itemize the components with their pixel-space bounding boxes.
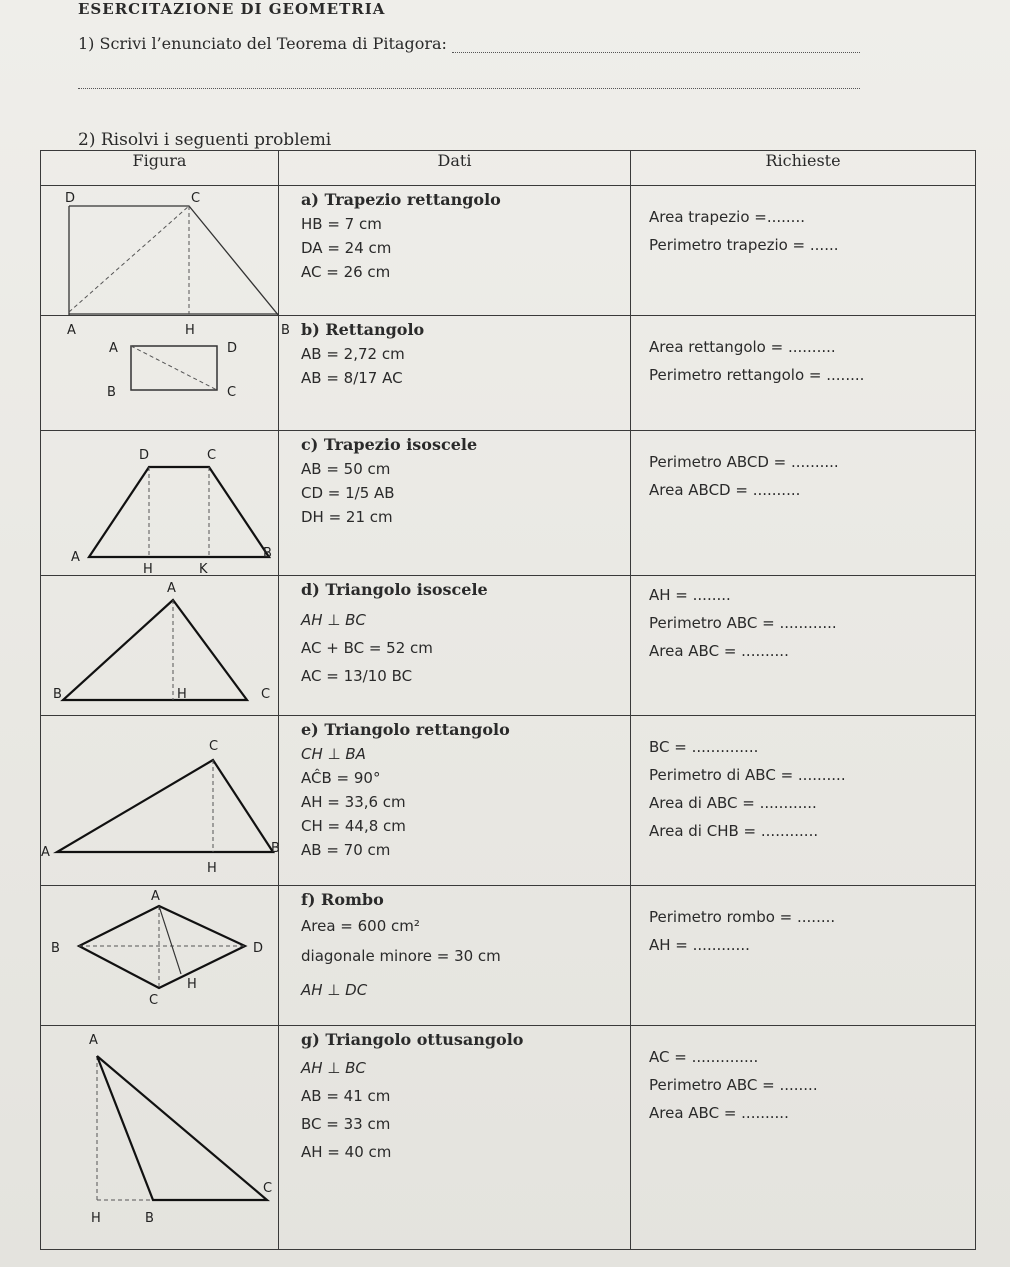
dati-cell bbox=[279, 186, 631, 316]
label-C: C bbox=[209, 739, 219, 754]
data-line: HB = 7 cm bbox=[301, 215, 382, 233]
label-H: H bbox=[185, 323, 195, 338]
label-C: C bbox=[261, 687, 271, 702]
richieste-cell bbox=[631, 1026, 976, 1250]
problem-title: c) Trapezio isoscele bbox=[301, 435, 478, 454]
problem-title: b) Rettangolo bbox=[301, 320, 425, 339]
column-header-dati: Dati bbox=[279, 151, 631, 186]
dati-cell bbox=[279, 886, 631, 1026]
label-C: C bbox=[149, 993, 159, 1008]
richieste-cell bbox=[631, 316, 976, 431]
label-A: A bbox=[67, 323, 76, 338]
label-D: D bbox=[139, 448, 150, 463]
figure-trapezio-isoscele bbox=[41, 431, 279, 576]
request-line: Perimetro trapezio = ...... bbox=[649, 236, 839, 254]
figure-cell bbox=[41, 431, 279, 576]
label-H: H bbox=[143, 562, 153, 577]
data-line: AB = 70 cm bbox=[301, 841, 391, 859]
label-K: K bbox=[199, 562, 208, 577]
problem-title: a) Trapezio rettangolo bbox=[301, 190, 501, 209]
label-B: B bbox=[51, 941, 60, 956]
request-line: Area di ABC = ............ bbox=[649, 794, 817, 812]
question-2: 2) Risolvi i seguenti problemi bbox=[78, 130, 332, 150]
figure-cell bbox=[41, 886, 279, 1026]
request-line: AC = .............. bbox=[649, 1048, 759, 1066]
label-C: C bbox=[227, 385, 237, 400]
label-B: B bbox=[107, 385, 116, 400]
data-line: CD = 1/5 AB bbox=[301, 484, 395, 502]
figure-cell bbox=[41, 1026, 279, 1250]
label-B: B bbox=[145, 1211, 154, 1226]
worksheet-title: ESERCITAZIONE DI GEOMETRIA bbox=[78, 0, 386, 18]
label-A: A bbox=[41, 845, 50, 860]
request-line: Area ABCD = .......... bbox=[649, 481, 801, 499]
label-H: H bbox=[177, 687, 187, 702]
data-line: AC = 26 cm bbox=[301, 263, 391, 281]
richieste-cell bbox=[631, 576, 976, 716]
label-D: D bbox=[253, 941, 264, 956]
label-B: B bbox=[263, 546, 272, 561]
figure-triangolo-isoscele bbox=[41, 576, 279, 716]
question-1: 1) Scrivi l’enunciato del Teorema di Pitagora: bbox=[78, 34, 447, 53]
request-line: Perimetro di ABC = .......... bbox=[649, 766, 846, 784]
answer-line-2 bbox=[78, 88, 860, 89]
figure-cell bbox=[41, 716, 279, 886]
dati-cell bbox=[279, 716, 631, 886]
request-line: Perimetro ABC = ............ bbox=[649, 614, 837, 632]
dati-cell bbox=[279, 576, 631, 716]
table-row bbox=[41, 431, 976, 576]
data-line: AH ⊥ BC bbox=[301, 1059, 366, 1077]
problem-title: f) Rombo bbox=[301, 890, 384, 909]
dati-cell bbox=[279, 316, 631, 431]
request-line: Perimetro rettangolo = ........ bbox=[649, 366, 865, 384]
request-line: AH = ........ bbox=[649, 586, 731, 604]
column-header-figura: Figura bbox=[41, 151, 279, 186]
data-line: AC = 13/10 BC bbox=[301, 667, 413, 685]
data-line: AH = 40 cm bbox=[301, 1143, 392, 1161]
label-B: B bbox=[281, 323, 290, 338]
data-line: AB = 50 cm bbox=[301, 460, 391, 478]
label-A: A bbox=[109, 341, 118, 356]
request-line: Area di CHB = ............ bbox=[649, 822, 819, 840]
request-line: Area ABC = .......... bbox=[649, 1104, 789, 1122]
richieste-cell bbox=[631, 716, 976, 886]
figure-cell bbox=[41, 576, 279, 716]
label-A: A bbox=[89, 1033, 98, 1048]
figure-triangolo-rettangolo bbox=[41, 716, 279, 886]
data-line: diagonale minore = 30 cm bbox=[301, 947, 501, 965]
problem-title: g) Triangolo ottusangolo bbox=[301, 1030, 524, 1049]
data-line: AH = 33,6 cm bbox=[301, 793, 406, 811]
label-H: H bbox=[91, 1211, 101, 1226]
figure-rettangolo bbox=[41, 316, 279, 431]
label-B: B bbox=[53, 687, 62, 702]
request-line: Area trapezio =........ bbox=[649, 208, 805, 226]
problem-title: d) Triangolo isoscele bbox=[301, 580, 488, 599]
label-A: A bbox=[167, 581, 176, 596]
table-row bbox=[41, 886, 976, 1026]
data-line: AB = 8/17 AC bbox=[301, 369, 403, 387]
table-row bbox=[41, 186, 976, 316]
label-H: H bbox=[187, 977, 197, 992]
richieste-cell bbox=[631, 886, 976, 1026]
label-B: B bbox=[271, 841, 280, 856]
table-row bbox=[41, 576, 976, 716]
request-line: Area rettangolo = .......... bbox=[649, 338, 836, 356]
data-line: DH = 21 cm bbox=[301, 508, 393, 526]
dati-cell bbox=[279, 1026, 631, 1250]
data-line: DA = 24 cm bbox=[301, 239, 392, 257]
request-line: Perimetro ABCD = .......... bbox=[649, 453, 839, 471]
data-line: BC = 33 cm bbox=[301, 1115, 391, 1133]
table-row bbox=[41, 1026, 976, 1250]
answer-line-1 bbox=[452, 52, 860, 53]
label-A: A bbox=[151, 889, 160, 904]
figure-cell bbox=[41, 186, 290, 338]
request-line: Perimetro ABC = ........ bbox=[649, 1076, 818, 1094]
label-D: D bbox=[65, 191, 76, 206]
figure-triangolo-ottusangolo bbox=[41, 1026, 279, 1250]
label-D: D bbox=[227, 341, 238, 356]
request-line: BC = .............. bbox=[649, 738, 759, 756]
problems-table bbox=[40, 150, 976, 1250]
label-C: C bbox=[191, 191, 201, 206]
label-C: C bbox=[263, 1181, 273, 1196]
data-line: AB = 2,72 cm bbox=[301, 345, 405, 363]
richieste-cell bbox=[631, 186, 976, 316]
problem-title: e) Triangolo rettangolo bbox=[301, 720, 510, 739]
figure-trapezio-rettangolo bbox=[41, 186, 290, 338]
data-line: CH ⊥ BA bbox=[301, 745, 366, 763]
data-line: AĈB = 90° bbox=[301, 769, 381, 787]
data-line: AH ⊥ DC bbox=[301, 981, 368, 999]
label-H: H bbox=[207, 861, 217, 876]
data-line: CH = 44,8 cm bbox=[301, 817, 406, 835]
dati-cell bbox=[279, 431, 631, 576]
table-header bbox=[41, 151, 976, 186]
request-line: Area ABC = .......... bbox=[649, 642, 789, 660]
data-line: AH ⊥ BC bbox=[301, 611, 366, 629]
label-A: A bbox=[71, 550, 80, 565]
table-row bbox=[41, 716, 976, 886]
request-line: AH = ............ bbox=[649, 936, 750, 954]
data-line: AC + BC = 52 cm bbox=[301, 639, 433, 657]
request-line: Perimetro rombo = ........ bbox=[649, 908, 836, 926]
data-line: Area = 600 cm² bbox=[301, 917, 420, 935]
figure-cell bbox=[41, 316, 279, 431]
label-C: C bbox=[207, 448, 217, 463]
figure-rombo bbox=[41, 886, 279, 1026]
richieste-cell bbox=[631, 431, 976, 576]
data-line: AB = 41 cm bbox=[301, 1087, 391, 1105]
table-row bbox=[41, 316, 976, 431]
column-header-richieste: Richieste bbox=[631, 151, 976, 186]
